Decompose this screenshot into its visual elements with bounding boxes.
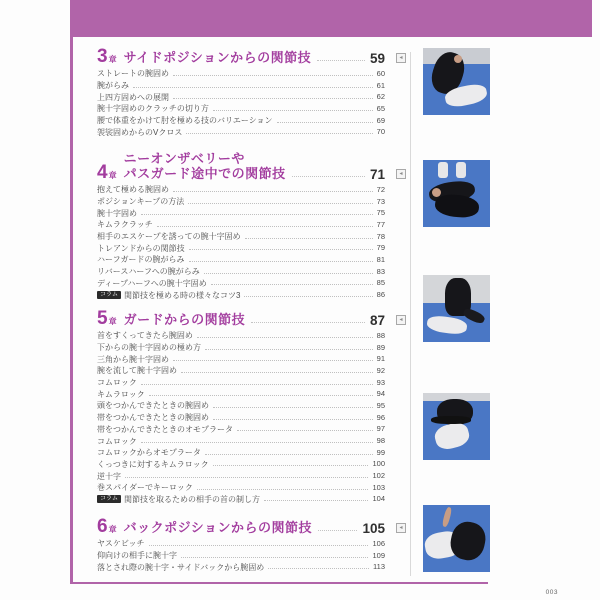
photo-back-position <box>423 505 490 572</box>
dotted-leader <box>245 238 373 239</box>
chapter-title: ガードからの関節技 <box>123 311 246 327</box>
toc-item[interactable] <box>97 115 385 127</box>
toc-item[interactable] <box>97 353 385 365</box>
toc-item[interactable] <box>97 126 385 138</box>
toc-item-page-number: 85 <box>376 278 385 288</box>
chapter-page-number: 59 <box>369 51 385 66</box>
dotted-leader <box>173 98 373 99</box>
toc-item[interactable] <box>97 494 385 506</box>
chapter-heading[interactable] <box>97 46 403 67</box>
toc-item-label: 首をすくってきたら腕固め <box>97 331 193 341</box>
toc-item[interactable] <box>97 482 385 494</box>
bottom-accent-rule <box>72 582 488 584</box>
toc-item-label: コムロック <box>97 378 137 388</box>
dotted-leader <box>211 284 373 285</box>
toc-item-page-number: 60 <box>376 68 385 78</box>
toc-item[interactable] <box>97 459 385 471</box>
toc-item-label: 頭をつかんできたときの腕固め <box>97 401 209 411</box>
photo-figure-dark <box>447 519 488 563</box>
toc-item-label: 帯をつかんできたときの腕固め <box>97 413 209 423</box>
toc-item-page-number: 96 <box>376 412 385 422</box>
photo-side-position <box>423 48 490 115</box>
toc-item-label: ディープハーフへの腕十字固め <box>97 278 207 288</box>
chapter-title-block <box>124 313 246 328</box>
toc-item-page-number: 99 <box>376 447 385 457</box>
toc-item[interactable] <box>97 266 385 278</box>
toc-item-page-number: 94 <box>376 389 385 399</box>
toc-item-label: 腕十字固めのクラッチの切り方 <box>97 104 209 114</box>
dotted-leader <box>197 489 369 490</box>
toc-item-page-number: 113 <box>373 562 385 572</box>
photo-figure-head <box>432 188 441 197</box>
dotted-leader <box>251 322 365 323</box>
toc-item-label: 落とされ際の腕十字・サイドバックから腕固め <box>97 562 265 572</box>
toc-item[interactable] <box>97 412 385 424</box>
dotted-leader <box>141 384 373 385</box>
photo-figure-white <box>432 420 471 452</box>
toc-item-page-number: 62 <box>376 92 385 102</box>
dotted-leader <box>173 75 373 76</box>
dotted-leader <box>189 249 373 250</box>
photo-ref-icon: ◂ <box>396 315 406 325</box>
chapter-number: 4 <box>97 162 108 183</box>
toc-item[interactable] <box>97 538 385 550</box>
toc-item-label: コムロック <box>97 436 137 446</box>
toc-item-page-number: 88 <box>376 330 385 340</box>
toc-item[interactable] <box>97 68 385 80</box>
dotted-leader <box>173 191 373 192</box>
dotted-leader <box>213 419 373 420</box>
dotted-leader <box>133 87 373 88</box>
dotted-leader <box>213 407 373 408</box>
toc-item-page-number: 97 <box>376 424 385 434</box>
toc-chapter <box>97 46 403 138</box>
chapter-title: サイドポジションからの関節技 <box>123 49 312 65</box>
chapter-title: ニーオンザベリーや <box>123 151 245 166</box>
toc-item-label: コムロックからオモプラータ <box>97 448 201 458</box>
toc-item-page-number: 79 <box>376 243 385 253</box>
toc-chapter <box>97 308 403 505</box>
dotted-leader <box>181 557 368 558</box>
dotted-leader <box>141 442 373 443</box>
chapter-item-list <box>97 68 385 138</box>
dotted-leader <box>237 430 373 431</box>
chapter-suffix: 章 <box>108 525 117 534</box>
toc-item-page-number: 91 <box>376 354 385 364</box>
toc-item-page-number: 104 <box>372 494 385 504</box>
column-badge: コラム <box>97 291 121 299</box>
wall-pad <box>438 162 448 178</box>
toc-item[interactable] <box>97 400 385 412</box>
toc-item[interactable] <box>97 330 385 342</box>
toc-item-label: キムラロック <box>97 389 145 399</box>
photo-knee-on-belly <box>423 160 490 227</box>
chapter-page-number: 87 <box>369 313 385 328</box>
chapter-item-list <box>97 330 385 505</box>
toc-item-label: 相手のエスケープを誘っての腕十字固め <box>97 232 241 242</box>
toc-item-label: ストレートの腕固め <box>97 69 169 79</box>
chapter-page-number: 71 <box>369 167 385 182</box>
chapter-title-line2: パスガード途中での関節技 <box>123 165 286 181</box>
toc-item-page-number: 70 <box>376 127 385 137</box>
toc-item-page-number: 81 <box>376 254 385 264</box>
toc-item-page-number: 65 <box>376 103 385 113</box>
toc-item-page-number: 92 <box>376 365 385 375</box>
dotted-leader <box>205 349 373 350</box>
dotted-leader <box>181 372 373 373</box>
toc-item-page-number: 83 <box>376 266 385 276</box>
toc-item[interactable] <box>97 424 385 436</box>
toc-item-label: ヤスケビッチ <box>97 539 145 549</box>
toc-item[interactable] <box>97 342 385 354</box>
toc-item-page-number: 73 <box>376 196 385 206</box>
wall-pad <box>456 162 466 178</box>
toc-item-page-number: 72 <box>376 184 385 194</box>
chapter-item-list <box>97 538 385 573</box>
page-folio: 003 <box>545 589 558 596</box>
chapter-suffix: 章 <box>108 317 117 326</box>
toc-item-label: 帯をつかんできたときのオモプラータ <box>97 424 233 434</box>
toc-item-label: ポジションキープの方法 <box>97 197 185 207</box>
dotted-leader <box>197 337 373 338</box>
chapter-heading[interactable] <box>97 148 403 183</box>
dotted-leader <box>173 360 373 361</box>
left-accent-line <box>70 0 73 584</box>
chapter-title-block <box>124 51 312 66</box>
dotted-leader <box>213 110 373 111</box>
toc-item-label: 腕十字固め <box>97 208 137 218</box>
toc-item-page-number: 78 <box>376 231 385 241</box>
dotted-leader <box>318 530 357 531</box>
photo-ref-icon: ◂ <box>396 169 406 179</box>
toc-item[interactable] <box>97 103 385 115</box>
dotted-leader <box>244 296 372 297</box>
toc-item[interactable] <box>97 447 385 459</box>
toc-item[interactable] <box>97 470 385 482</box>
toc-item-page-number: 86 <box>376 290 385 300</box>
toc-item-label: 巻スパイダーでキーロック <box>97 483 193 493</box>
toc-item-page-number: 75 <box>376 208 385 218</box>
photo-figure-arm <box>442 507 453 528</box>
chapter-number: 5 <box>97 308 108 329</box>
dotted-leader <box>317 60 365 61</box>
toc-item-label: 腕がらみ <box>97 81 129 91</box>
toc-item-label: 関節技を極める時の様々なコツ3 <box>123 290 241 300</box>
chapter-title-block <box>124 152 286 181</box>
top-accent-bar <box>72 0 592 37</box>
toc-item-page-number: 98 <box>376 436 385 446</box>
photo-figure-white <box>426 314 468 335</box>
dotted-leader <box>125 477 368 478</box>
chapter-suffix: 章 <box>108 171 117 180</box>
toc-item[interactable] <box>97 561 385 573</box>
column-divider <box>410 52 411 576</box>
toc-item[interactable] <box>97 278 385 290</box>
toc-item[interactable] <box>97 550 385 562</box>
toc-item-page-number: 77 <box>376 219 385 229</box>
toc-item-page-number: 103 <box>372 482 385 492</box>
dotted-leader <box>268 568 369 569</box>
toc-item[interactable] <box>97 91 385 103</box>
chapter-suffix: 章 <box>108 55 117 64</box>
dotted-leader <box>292 176 365 177</box>
toc-chapter <box>97 148 403 301</box>
toc-item-label: 関節技を取るための相手の首の制し方 <box>123 494 260 504</box>
toc-item[interactable] <box>97 365 385 377</box>
toc-item-label: 腰で体重をかけて肘を極める技のバリエーション <box>97 116 273 126</box>
toc-item[interactable] <box>97 207 385 219</box>
dotted-leader <box>213 465 369 466</box>
chapter-heading[interactable] <box>97 516 403 537</box>
toc-item-page-number: 109 <box>372 550 385 560</box>
toc-item-label: 上四方固めへの展開 <box>97 92 169 102</box>
toc-item-label: ハーフガードの腕がらみ <box>97 255 185 265</box>
photo-figure-head <box>454 55 462 63</box>
toc-item-label: キムラクラッチ <box>97 220 153 230</box>
dotted-leader <box>141 214 373 215</box>
toc-item-label: トレアンドからの関節技 <box>97 243 185 253</box>
toc-item-page-number: 106 <box>372 538 385 548</box>
chapter-page-number: 105 <box>362 521 385 536</box>
toc-item[interactable] <box>97 254 385 266</box>
chapter-title: バックポジションからの関節技 <box>123 519 312 535</box>
toc-item-label: 三角から腕十字固め <box>97 354 169 364</box>
toc-item[interactable] <box>97 184 385 196</box>
chapter-item-list <box>97 184 385 301</box>
photo-ref-icon: ◂ <box>396 523 406 533</box>
dotted-leader <box>149 545 369 546</box>
chapter-number: 3 <box>97 46 108 67</box>
toc-item-page-number: 61 <box>376 80 385 90</box>
toc-item-page-number: 100 <box>372 459 385 469</box>
toc-item-label: 袈裟固めからのVクロス <box>97 127 183 137</box>
toc-chapter <box>97 516 403 573</box>
dotted-leader <box>189 261 373 262</box>
toc-item[interactable] <box>97 388 385 400</box>
dotted-leader <box>188 203 372 204</box>
toc-item[interactable] <box>97 435 385 447</box>
toc-item-label: くっつきに対するキムラロック <box>97 459 209 469</box>
photo-ref-icon: ◂ <box>396 53 406 63</box>
dotted-leader <box>204 273 373 274</box>
toc-item-page-number: 89 <box>376 342 385 352</box>
toc-item-page-number: 93 <box>376 377 385 387</box>
dotted-leader <box>264 500 369 501</box>
toc-item[interactable] <box>97 231 385 243</box>
photo-figure-arm <box>431 416 471 424</box>
toc-item-label: 腕を流して腕十字固め <box>97 366 177 376</box>
toc-item-label: 逆十字 <box>97 471 121 481</box>
toc-item-label: 仰向けの相手に腕十字 <box>97 551 177 561</box>
toc-item[interactable] <box>97 196 385 208</box>
toc-item-label: リバースハーフへの腕がらみ <box>97 267 200 277</box>
column-badge: コラム <box>97 495 121 503</box>
dotted-leader <box>157 226 373 227</box>
toc-item-label: 抱えて極める腕固め <box>97 185 169 195</box>
toc-item-label: 下からの腕十字固めの極め方 <box>97 343 201 353</box>
dotted-leader <box>186 133 372 134</box>
toc-item[interactable] <box>97 242 385 254</box>
toc-item[interactable] <box>97 289 385 301</box>
dotted-leader <box>205 454 373 455</box>
toc-item[interactable] <box>97 219 385 231</box>
toc-item-page-number: 69 <box>376 115 385 125</box>
chapter-number: 6 <box>97 516 108 537</box>
toc-item[interactable] <box>97 80 385 92</box>
photo-guard-pass <box>423 275 490 342</box>
chapter-heading[interactable] <box>97 308 403 329</box>
toc-item[interactable] <box>97 377 385 389</box>
chapter-title-block <box>124 521 312 536</box>
toc-item-page-number: 102 <box>372 471 385 481</box>
dotted-leader <box>149 395 373 396</box>
photo-figure-dark <box>434 193 480 219</box>
dotted-leader <box>277 122 373 123</box>
photo-guard-top <box>423 393 490 460</box>
toc-item-page-number: 95 <box>376 400 385 410</box>
